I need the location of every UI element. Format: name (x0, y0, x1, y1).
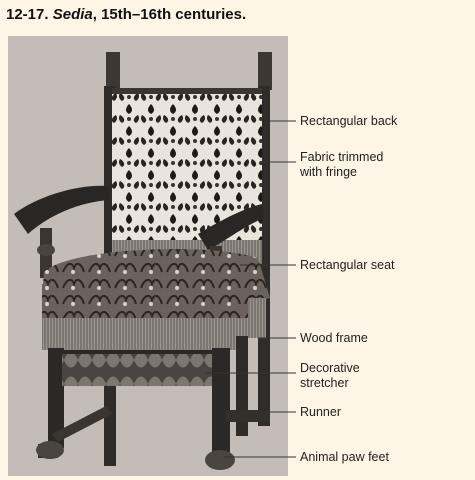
label-animal-paw-feet: Animal paw feet (300, 450, 389, 464)
right-paw-foot (205, 450, 235, 470)
left-finial (106, 52, 120, 90)
seat-fringe (42, 318, 248, 350)
label-stretcher-line1: Decorative (300, 361, 360, 375)
right-finial (258, 52, 272, 90)
front-right-leg (212, 348, 230, 458)
left-paw-foot (36, 441, 64, 459)
seat-front-fabric (42, 284, 248, 320)
decorative-stretcher (62, 350, 212, 386)
chair-photo (8, 36, 288, 476)
label-wood-frame: Wood frame (300, 331, 368, 345)
label-fabric-trimmed (300, 150, 383, 180)
right-runner (226, 410, 270, 422)
figure-caption (6, 6, 246, 23)
figure-number: 12-17. (6, 6, 49, 23)
figure-title: Sedia (52, 6, 93, 23)
label-fabric-line2: with fringe (300, 165, 357, 179)
label-rectangular-seat: Rectangular seat (300, 258, 395, 272)
label-runner: Runner (300, 405, 341, 419)
figure-period: , 15th–16th centuries. (92, 6, 247, 23)
label-stretcher-line2: stretcher (300, 376, 349, 390)
label-rectangular-back: Rectangular back (300, 114, 398, 128)
label-fabric-line1: Fabric trimmed (300, 150, 384, 164)
label-decorative-stretcher (300, 361, 360, 391)
